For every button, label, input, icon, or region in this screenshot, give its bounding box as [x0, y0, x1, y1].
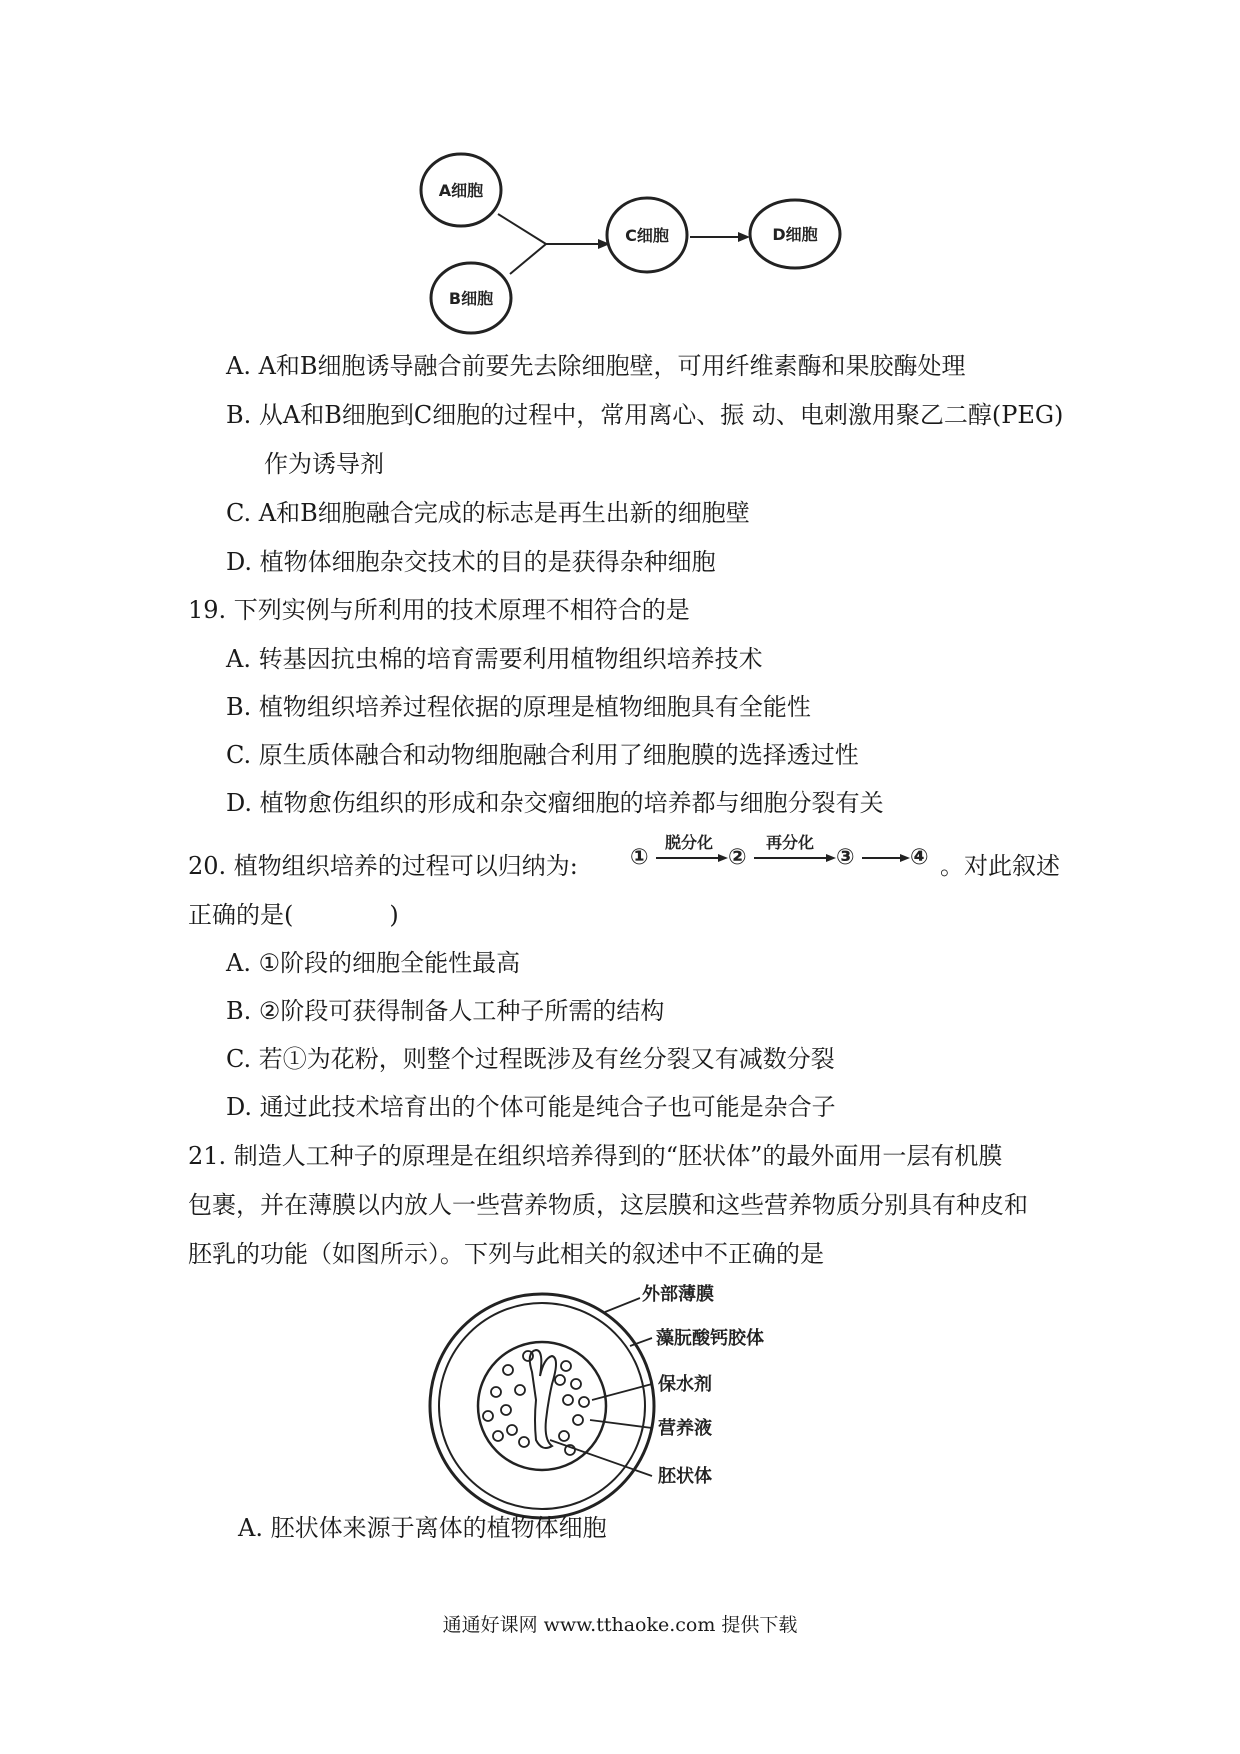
label-water-retaining-agent: 保水剂	[658, 1374, 712, 1395]
q21-stem-line2: 包裹，并在薄膜以内放人一些营养物质，这层膜和这些营养物质分别具有种皮和	[188, 1191, 1028, 1219]
q19-option-c: C. 原生质体融合和动物细胞融合利用了细胞膜的选择透过性	[226, 741, 859, 769]
c-cell-label: C细胞	[625, 226, 669, 245]
q21-option-a: A. 胚状体来源于离体的植物体细胞	[238, 1514, 607, 1542]
cell-fusion-diagram	[0, 0, 1240, 340]
q20-option-a: A. ①阶段的细胞全能性最高	[226, 949, 521, 977]
q20-option-c: C. 若①为花粉，则整个过程既涉及有丝分裂又有减数分裂	[226, 1045, 835, 1073]
q18-option-b-continued: 作为诱导剂	[264, 450, 384, 478]
a-cell-label: A细胞	[438, 181, 484, 200]
flow-stage-2: ②	[728, 845, 747, 870]
footer-source: 通通好课网 www.tthaoke.com 提供下载	[442, 1614, 798, 1636]
q21-stem-line3: 胚乳的功能（如图所示）。下列与此相关的叙述中不正确的是	[188, 1240, 824, 1268]
label-embryoid: 胚状体	[658, 1466, 712, 1487]
q18-option-c: C. A和B细胞融合完成的标志是再生出新的细胞壁	[226, 499, 750, 527]
q20-stem-end: 。对此叙述	[940, 852, 1060, 880]
d-cell-label: D细胞	[772, 225, 818, 244]
label-nutrient-solution: 营养液	[658, 1418, 712, 1439]
outer-membrane-ring	[430, 1294, 654, 1518]
b-cell-label: B细胞	[448, 289, 494, 308]
q18-option-d: D. 植物体细胞杂交技术的目的是获得杂种细胞	[226, 548, 716, 576]
q20-stem-start: 20. 植物组织培养的过程可以归纳为:	[188, 852, 578, 880]
q20-option-d: D. 通过此技术培育出的个体可能是纯合子也可能是杂合子	[226, 1093, 836, 1121]
flow-step-dedifferentiation: 脱分化	[665, 833, 714, 852]
gel-ring	[439, 1303, 645, 1509]
q19-option-d: D. 植物愈伤组织的形成和杂交瘤细胞的培养都与细胞分裂有关	[226, 789, 884, 817]
flow-stage-3: ③	[836, 845, 855, 870]
q19-stem: 19. 下列实例与所利用的技术原理不相符合的是	[188, 596, 690, 624]
label-outer-membrane: 外部薄膜	[642, 1284, 714, 1305]
q19-option-a: A. 转基因抗虫棉的培育需要利用植物组织培养技术	[226, 645, 763, 673]
label-calcium-alginate-gel: 藻朊酸钙胶体	[656, 1328, 764, 1349]
tissue-culture-flow	[620, 830, 940, 880]
q21-stem-line1: 21. 制造人工种子的原理是在组织培养得到的“胚状体”的最外面用一层有机膜	[188, 1142, 1003, 1170]
q18-option-b: B. 从A和B细胞到C细胞的过程中，常用离心、振 动、电刺激用聚乙二醇(PEG)	[226, 401, 1064, 429]
artificial-seed-diagram	[420, 1280, 840, 1510]
q18-option-a: A. A和B细胞诱导融合前要先去除细胞壁，可用纤维素酶和果胶酶处理	[226, 352, 966, 380]
embryo-shape	[530, 1350, 556, 1448]
q19-option-b: B. 植物组织培养过程依据的原理是植物细胞具有全能性	[226, 693, 811, 721]
flow-stage-4: ④	[910, 845, 929, 870]
q20-option-b: B. ②阶段可获得制备人工种子所需的结构	[226, 997, 665, 1025]
q20-stem-line2: 正确的是( )	[188, 901, 399, 929]
flow-stage-1: ①	[630, 845, 649, 870]
flow-step-redifferentiation: 再分化	[766, 833, 815, 852]
